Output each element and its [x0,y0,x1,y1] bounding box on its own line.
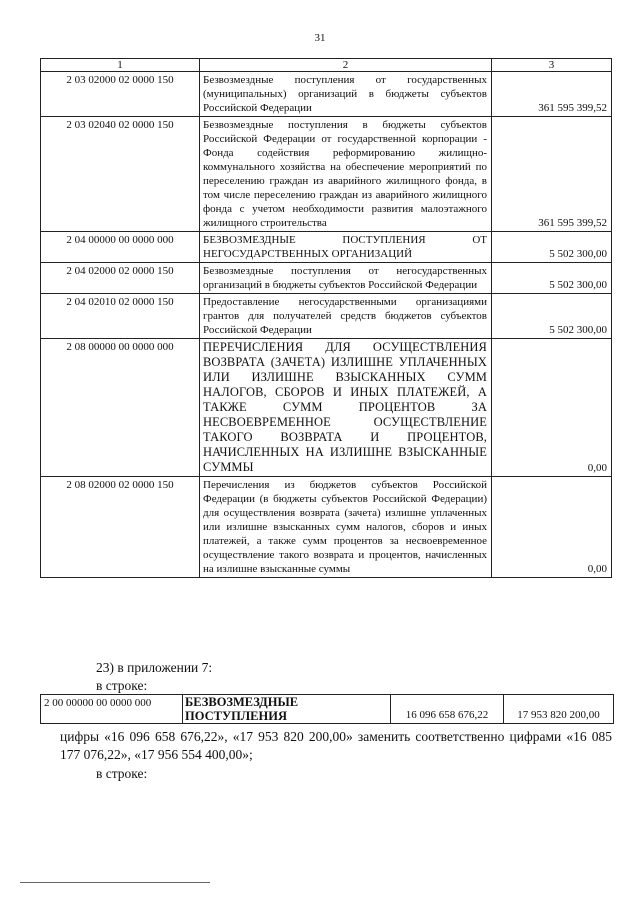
revenue-table [40,58,612,578]
row-description: Перечисления из бюджетов субъектов Российской Федерации (в бюджеты субъектов Российской Федерации) для осуществления возврата (зачета) излишне уплаченных или излишне взысканных сумм налогов, сборов и иных платежей, а также сумм процентов за несвоевременное осуществление такого возврата и процентов, начисленных на излишне взысканные суммы [200,477,492,578]
table-row [41,294,612,339]
appendix-7-row-table [40,694,614,724]
budget-code: 2 03 02040 02 0000 150 [41,117,200,232]
table-row [41,477,612,578]
item-23-heading: 23) в приложении 7: [96,660,213,675]
table-row [41,695,614,724]
page-number: 31 [314,32,326,44]
row-description: БЕЗВОЗМЕЗДНЫЕ ПОСТУПЛЕНИЯ ОТ НЕГОСУДАРСТВЕННЫХ ОРГАНИЗАЦИЙ [200,232,492,263]
value-column-2: 17 953 820 200,00 [504,695,614,724]
replacement-instruction: цифры «16 096 658 676,22», «17 953 820 200,00» заменить соответственно цифрами «16 085 177 076,22», «17 956 554 400,00»; [60,729,612,762]
row-description: ПЕРЕЧИСЛЕНИЯ ДЛЯ ОСУЩЕСТВЛЕНИЯ ВОЗВРАТА (ЗАЧЕТА) ИЗЛИШНЕ УПЛАЧЕННЫХ ИЛИ ИЗЛИШНЕ ВЗЫСКАННЫХ СУММ НАЛОГОВ, СБОРОВ И ИНЫХ ПЛАТЕЖЕЙ, А ТАКЖЕ СУММ ПРОЦЕНТОВ ЗА НЕСВОЕВРЕМЕННОЕ ОСУЩЕСТВЛЕНИЕ ТАКОГО ВОЗВРАТА И ПРОЦЕНТОВ, НАЧИСЛЕННЫХ НА ИЗЛИШНЕ ВЗЫСКАННЫЕ СУММЫ [200,339,492,477]
budget-code: 2 04 02010 02 0000 150 [41,294,200,339]
row-description: Безвозмездные поступления от негосударственных организаций в бюджеты субъектов Российской Федерации [200,263,492,294]
column-header-2: 2 [200,59,492,72]
row-amount: 0,00 [492,339,612,477]
column-header-1: 1 [41,59,200,72]
row-amount: 0,00 [492,477,612,578]
budget-code: 2 04 00000 00 0000 000 [41,232,200,263]
row-description: Безвозмездные поступления в бюджеты субъектов Российской Федерации от государственной корпорации - Фонда содействия реформированию жилищно-коммунального хозяйства на обеспечение мероприятий по переселению граждан из аварийного жилищного фонда, в том числе переселению граждан из аварийного жилищного фонда с учетом необходимости развития малоэтажного жилищного строительства [200,117,492,232]
row-amount: 361 595 399,52 [492,117,612,232]
in-line-label-2: в строке: [96,766,148,781]
budget-code: 2 03 02000 02 0000 150 [41,72,200,117]
row-amount: 5 502 300,00 [492,294,612,339]
in-line-label: в строке: [96,678,148,693]
budget-code: 2 08 02000 02 0000 150 [41,477,200,578]
row-amount: 361 595 399,52 [492,72,612,117]
budget-code: 2 08 00000 00 0000 000 [41,339,200,477]
table-row [41,232,612,263]
budget-code: 2 04 02000 02 0000 150 [41,263,200,294]
value-column-1: 16 096 658 676,22 [391,695,504,724]
footer-divider [20,882,210,883]
row-description [183,695,391,724]
column-header-3: 3 [492,59,612,72]
row-amount: 5 502 300,00 [492,232,612,263]
table-row [41,263,612,294]
table-row [41,339,612,477]
table-row [41,117,612,232]
table-row [41,72,612,117]
table-header-row [41,59,612,72]
budget-code: 2 00 00000 00 0000 000 [41,695,183,724]
row-description: Предоставление негосударственными организациями грантов для получателей средств бюджетов субъектов Российской Федерации [200,294,492,339]
description-line-2: ПОСТУПЛЕНИЯ [185,709,287,723]
row-description: Безвозмездные поступления от государственных (муниципальных) организаций в бюджеты субъектов Российской Федерации [200,72,492,117]
row-amount: 5 502 300,00 [492,263,612,294]
description-line-1: БЕЗВОЗМЕЗДНЫЕ [185,695,299,709]
